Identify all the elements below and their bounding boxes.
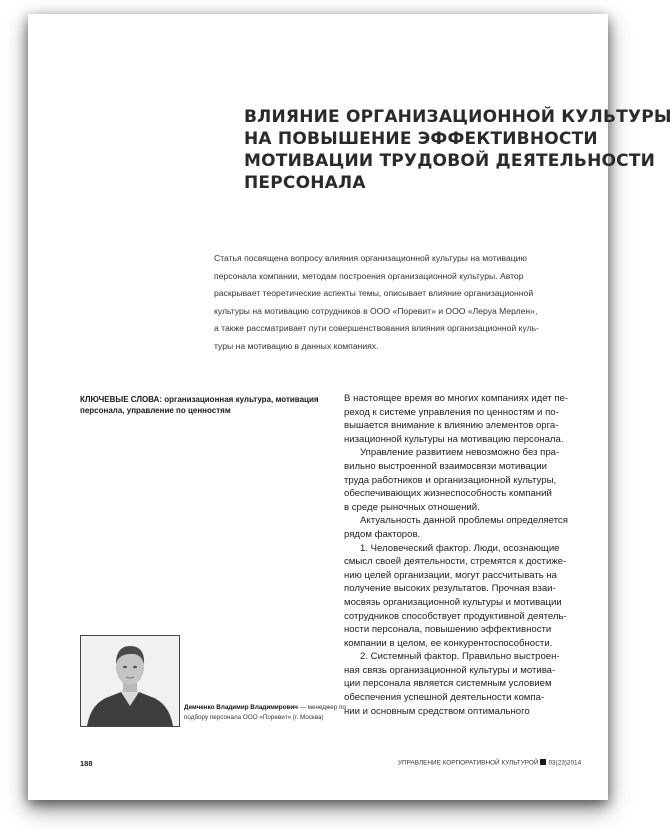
- body-line: рядом факторов.: [344, 528, 421, 540]
- body-line: обеспечения успешной деятельности компа-: [344, 692, 545, 704]
- body-line: вильно выстроенной взаимосвязи мотивации: [344, 460, 547, 472]
- abstract-line: а также рассматривает пути совершенствования влияния организационной куль-: [214, 323, 539, 334]
- article-title-line: ВЛИЯНИЕ ОРГАНИЗАЦИОННОЙ КУЛЬТУРЫ: [244, 107, 672, 127]
- author-info: [184, 703, 344, 723]
- page-number: 188: [80, 759, 93, 768]
- author-name: Демченко Владимир Владимирович: [184, 704, 298, 711]
- body-line: низационной культуры на мотивацию персонала.: [344, 433, 564, 445]
- square-bullet-icon: [540, 759, 546, 765]
- author-line: [184, 703, 344, 713]
- body-line: смысл своей деятельности, стремятся к достиже-: [344, 556, 567, 568]
- body-line: в среде рыночных отношений.: [344, 501, 480, 513]
- body-line: ции персонала является системным условием: [344, 678, 552, 690]
- body-line: реход к системе управления по ценностям и по-: [344, 406, 559, 418]
- article-abstract: [214, 250, 586, 356]
- article-title-line: МОТИВАЦИИ ТРУДОВОЙ ДЕЯТЕЛЬНОСТИ: [244, 151, 656, 171]
- article-title-line: НА ПОВЫШЕНИЕ ЭФФЕКТИВНОСТИ: [244, 129, 598, 149]
- body-line: труда работников и организационной культуры,: [344, 474, 557, 486]
- article-title: [244, 106, 672, 194]
- author-photo: [80, 635, 180, 727]
- body-line: ности персонала, повышению эффективности: [344, 624, 552, 636]
- body-line: 2. Системный фактор. Правильно выстроен-: [360, 651, 560, 663]
- body-line: 1. Человеческий фактор. Люди, осознающие: [360, 542, 560, 554]
- journal-name: УПРАВЛЕНИЕ КОРПОРАТИВНОЙ КУЛЬТУРОЙ: [398, 759, 539, 767]
- author-role-end: подбору персонала ООО «Поревит» (г. Москва): [184, 714, 324, 721]
- body-line: нию целей организации, могут рассчитывать на: [344, 569, 558, 581]
- author-portrait-icon: [81, 636, 179, 726]
- abstract-line: раскрывает теоретические аспекты темы, описывает влияние организационной: [214, 288, 534, 299]
- journal-page: [28, 14, 672, 800]
- body-line: нии и основным средством оптимального: [344, 705, 530, 717]
- keywords-line: КЛЮЧЕВЫЕ СЛОВА: организационная культура, мотивация: [80, 395, 319, 404]
- body-line: компании в целом, ее конкурентоспособности.: [344, 637, 553, 649]
- abstract-line: культуры на мотивацию сотрудников в ООО «Поревит» и ООО «Леруа Мерлен»,: [214, 305, 538, 316]
- keywords-block: [80, 394, 320, 416]
- body-line: Актуальность данной проблемы определяется: [360, 515, 568, 527]
- journal-running-head: [398, 759, 581, 767]
- body-line: В настоящее время во многих компаниях идет пе-: [344, 393, 569, 404]
- body-line: ная связь организационной культуры и мотива-: [344, 664, 556, 676]
- abstract-line: туры на мотивацию в данных компаниях.: [214, 340, 379, 351]
- page-content: [28, 14, 672, 800]
- body-line: сотрудников способствует продуктивной деятель-: [344, 610, 567, 622]
- body-line: Управление развитием невозможно без пра-: [360, 447, 560, 459]
- abstract-line: персонала компании, методам построения организационной культуры. Автор: [214, 270, 524, 281]
- body-line: получение высоких результатов. Прочная взаи-: [344, 583, 556, 595]
- body-line: вышается внимание к влиянию элементов орга-: [344, 420, 559, 432]
- abstract-line: Статья посвящена вопросу влияния организационной культуры на мотивацию: [214, 253, 527, 263]
- author-role-start: — менеджер по: [297, 704, 346, 711]
- keywords-line: персонала, управление по ценностям: [80, 406, 231, 415]
- article-body: [344, 392, 598, 718]
- journal-issue: 03(23)2014: [548, 759, 582, 767]
- body-line: обеспечивающих жизнеспособность компаний: [344, 488, 552, 500]
- body-line: мосвязь организационной культуры и мотивации: [344, 596, 562, 608]
- article-title-line: ПЕРСОНАЛА: [244, 173, 366, 193]
